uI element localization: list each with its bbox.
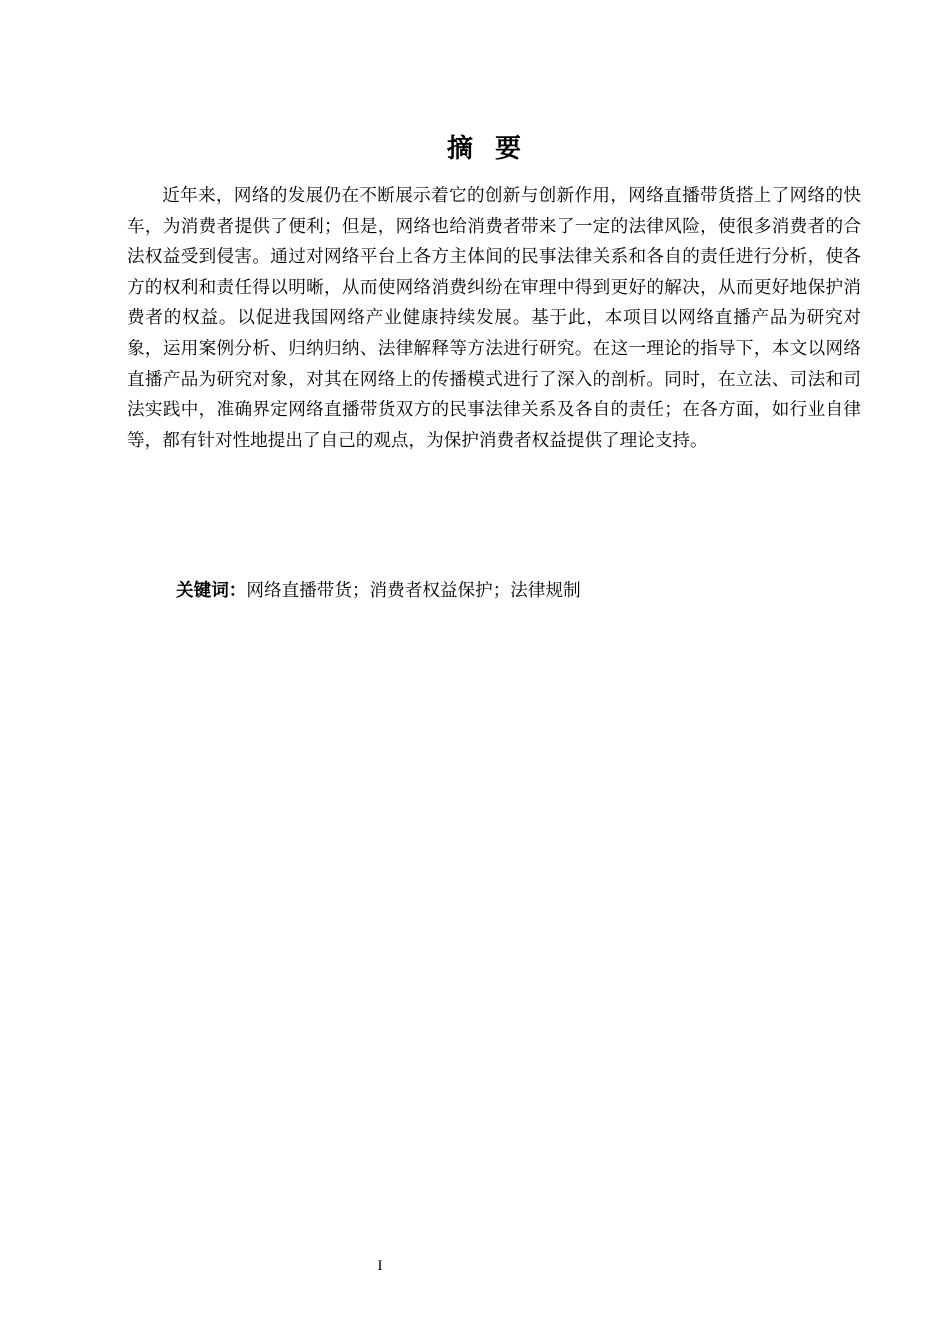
page-title: 摘要 — [446, 134, 543, 164]
keywords-text: 网络直播带货；消费者权益保护；法律规制 — [246, 581, 581, 601]
page-number: I — [377, 1258, 383, 1274]
keywords-line — [176, 576, 876, 606]
keywords-label: 关键词： — [176, 581, 247, 601]
abstract-paragraph: 近年来，网络的发展仍在不断展示着它的创新与创新作用，网络直播带货搭上了网络的快车，为消费者提供了便利；但是，网络也给消费者带来了一定的法律风险，使很多消费者的合法权益受到侵害。通过对网络平台上各方主体间的民事法律关系和各自的责任进行分析，使各方的权利和责任得以明晰，从而使网络消费纠纷在审理中得到更好的解决，从而更好地保护消费者的权益。以促进我国网络产业健康持续发展。基于此，本项目以网络直播产品为研究对象，运用案例分析、归纳归纳、法律解释等方法进行研究。在这一理论的指导下，本文以网络直播产品为研究对象，对其在网络上的传播模式进行了深入的剖析。同时，在立法、司法和司法实践中，准确界定网络直播带货双方的民事法律关系及各自的责任；在各方面，如行业自律等，都有针对性地提出了自己的观点，为保护消费者权益提供了理论支持。 — [127, 186, 861, 451]
